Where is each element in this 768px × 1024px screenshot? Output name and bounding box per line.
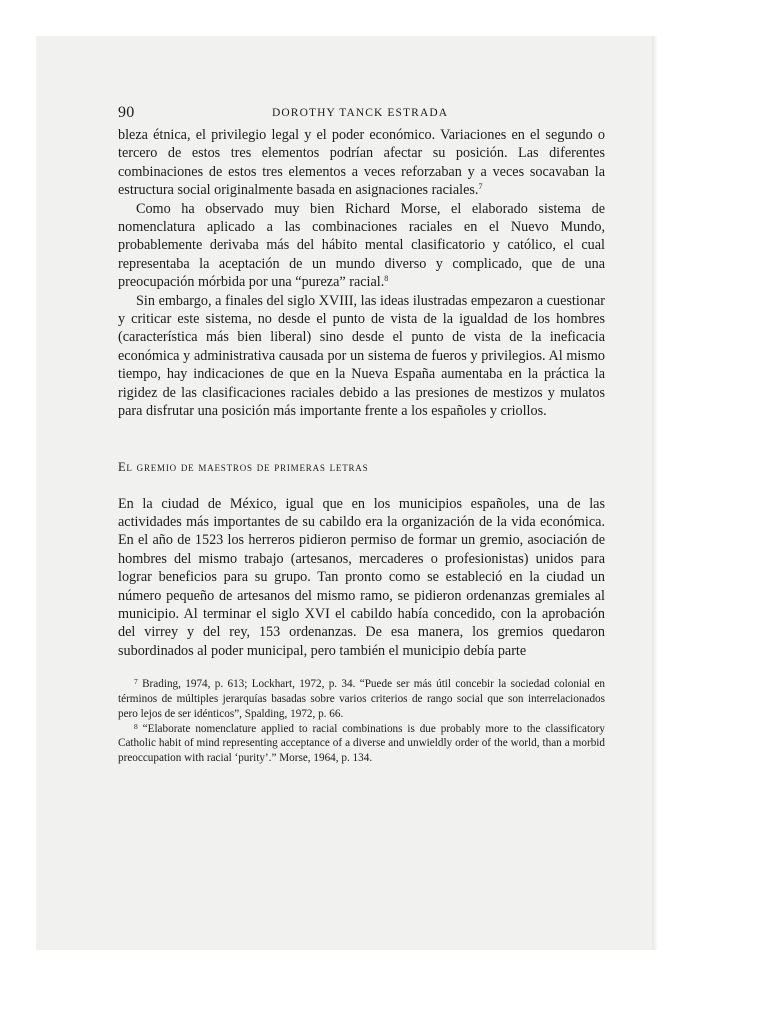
scan-edge-shadow xyxy=(652,36,658,950)
paragraph-3: Sin embargo, a finales del siglo XVIII, las ideas ilustradas empezaron a cuestionar y criticar este sistema, no desde el punto de vista de la igualdad de los hombres (característica más bien liberal) sino desde el punto de vista de la ineficacia económica y administrativa causada por un sistema de fueros y privilegios. Al mismo tiempo, hay indicaciones de que en la Nueva España aumentaba en la práctica la rigidez de las clasificaciones raciales debido a las presiones de mestizos y mulatos para disfrutar una posición más importante frente a los españoles y criollos. xyxy=(118,292,605,420)
paragraph-2-text: Como ha observado muy bien Richard Morse, el elaborado sistema de nomenclatura aplicado a las combinaciones raciales en el Nuevo Mundo, probablemente derivaba más del hábito mental clasificatorio y católico, el cual representaba la aceptación de un mundo diverso y complicado, que de una preocupación mórbida por una “pureza” racial. xyxy=(118,200,605,291)
footnote-8 xyxy=(118,722,605,766)
paragraph-2 xyxy=(118,200,605,292)
footnote-ref-8: 8 xyxy=(384,274,389,284)
footnote-ref-7: 7 xyxy=(478,182,483,192)
running-title: DOROTHY TANCK ESTRADA xyxy=(272,107,449,119)
running-head xyxy=(118,104,605,126)
section-heading: El gremio de maestros de primeras letras xyxy=(118,459,369,474)
paragraph-1 xyxy=(118,126,605,200)
page-number: 90 xyxy=(118,104,135,121)
footnote-8-text: “Elaborate nomenclature applied to racial combinations is due probably more to the classificatory Catholic habit of mind representing acceptance of a diverse and unwieldly order of the world, than a morbid preoccupation with racial ‘purity’.” Morse, 1964, p. 134. xyxy=(118,722,606,765)
footnote-7-mark: 7 xyxy=(134,677,138,687)
paragraph-1-text: bleza étnica, el privilegio legal y el poder económico. Variaciones en el segundo o tercero de estos tres elementos podrían afectar su posición. Las diferentes combinaciones de estos tres elementos a veces reforzaban y a veces socavaban la estructura social originalmente basada en asignaciones raciales. xyxy=(118,127,605,199)
book-page xyxy=(118,104,605,766)
footnotes xyxy=(118,677,605,766)
body-text xyxy=(118,126,605,660)
footnote-7-text: Brading, 1974, p. 613; Lockhart, 1972, p. 34. “Puede ser más útil concebir la sociedad colonial en términos de múltiples jerarquías basadas sobre varios criterios de rango social que son interrelacionados pero lejos de ser idénticos”, Spalding, 1972, p. 66. xyxy=(118,678,606,720)
footnote-8-mark: 8 xyxy=(134,721,138,731)
footnote-7 xyxy=(118,677,605,721)
section-paragraph: En la ciudad de México, igual que en los municipios españoles, una de las actividades más importantes de su cabildo era la organización de la vida económica. En el año de 1523 los herreros pidieron permiso de formar un gremio, asociación de hombres del mismo trabajo (artesanos, mercaderes o profesionistas) unidos para lograr beneficios para su grupo. Tan pronto como se estableció en la ciudad un número pequeño de artesanos del mismo ramo, se pidieron ordenanzas gremiales al municipio. Al terminar el siglo XVI el cabildo había concedido, con la aprobación del virrey y del rey, 153 ordenanzas. De esa manera, los gremios quedaron subordinados al poder municipal, pero también el municipio debía parte xyxy=(118,495,605,659)
